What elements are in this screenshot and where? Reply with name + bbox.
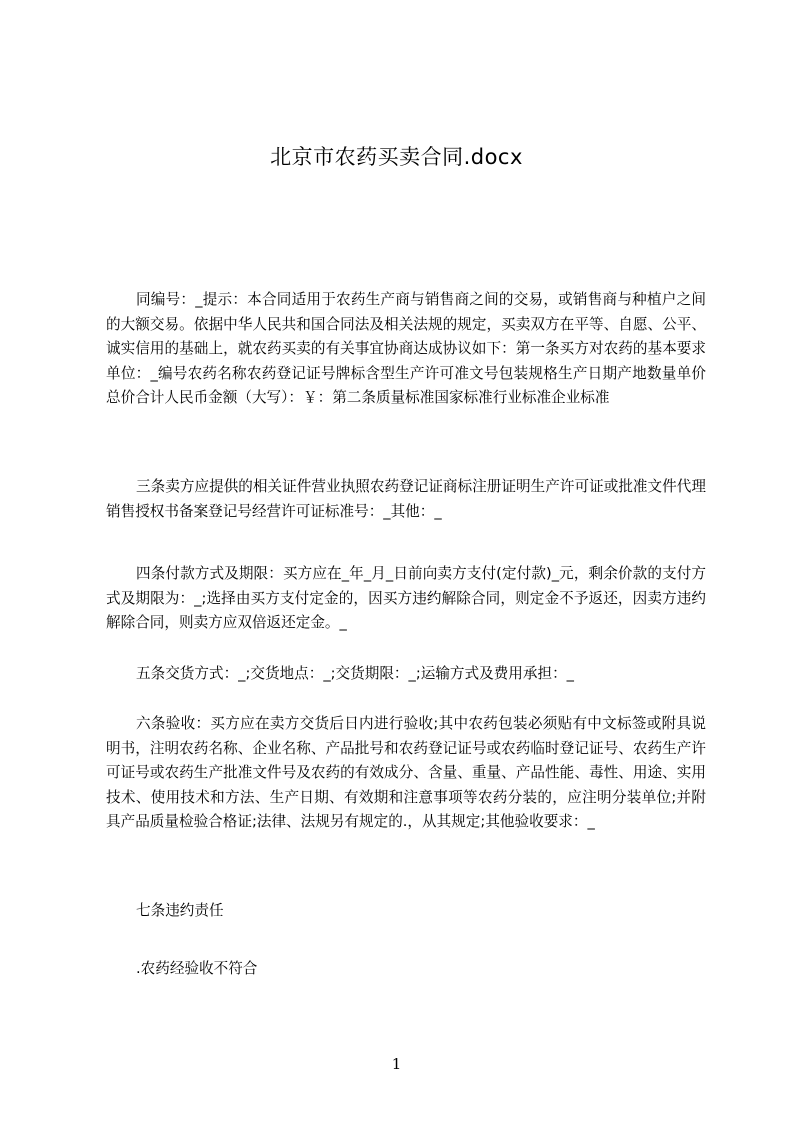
- paragraph-article-3: 三条卖方应提供的相关证件营业执照农药登记证商标注册证明生产许可证或批准文件代理销售授权书备案登记号经营许可证标准号：_其他：_: [106, 478, 706, 520]
- paragraph-article-4: 四条付款方式及期限：买方应在_年_月_日前向卖方支付(定付款)_元，剩余价款的支付方式及期限为：_;选择由买方支付定金的，因买方违约解除合同，则定金不予返还，因卖方违约解除合同，则卖方应双倍返还定金。_: [106, 565, 706, 631]
- paragraph-article-5: 五条交货方式：_;交货地点：_;交货期限：_;运输方式及费用承担：_: [136, 665, 574, 682]
- paragraph-article-7-heading: 七条违约责任: [136, 902, 224, 919]
- document-title: 北京市农药买卖合同.docx: [270, 145, 523, 169]
- paragraph-article-7-item: .农药经验收不符合: [136, 960, 258, 977]
- paragraph-article-6: 六条验收：买方应在卖方交货后日内进行验收;其中农药包装必须贴有中文标签或附具说明书，注明农药名称、企业名称、产品批号和农药登记证号或农药临时登记证号、农药生产许可证号或农药生产批准文件号及农药的有效成分、含量、重量、产品性能、毒性、用途、实用技术、使用技术和方法、生产日期、有效期和注意事项等农药分装的，应注明分装单位;并附具产品质量检验合格证;法律、法规另有规定的.，从其规定;其他验收要求：_: [106, 715, 706, 830]
- page-number: 1: [391, 1055, 402, 1073]
- paragraph-contract-intro: 同编号：_提示：本合同适用于农药生产商与销售商之间的交易，或销售商与种植户之间的大额交易。依据中华人民共和国合同法及相关法规的规定，买卖双方在平等、自愿、公平、诚实信用的基础上，就农药买卖的有关事宜协商达成协议如下：第一条买方对农药的基本要求单位：_编号农药名称农药登记证号牌标含型生产许可准文号包装规格生产日期产地数量单价总价合计人民币金额（大写）：￥：第二条质量标准国家标准行业标准企业标准: [106, 291, 706, 406]
